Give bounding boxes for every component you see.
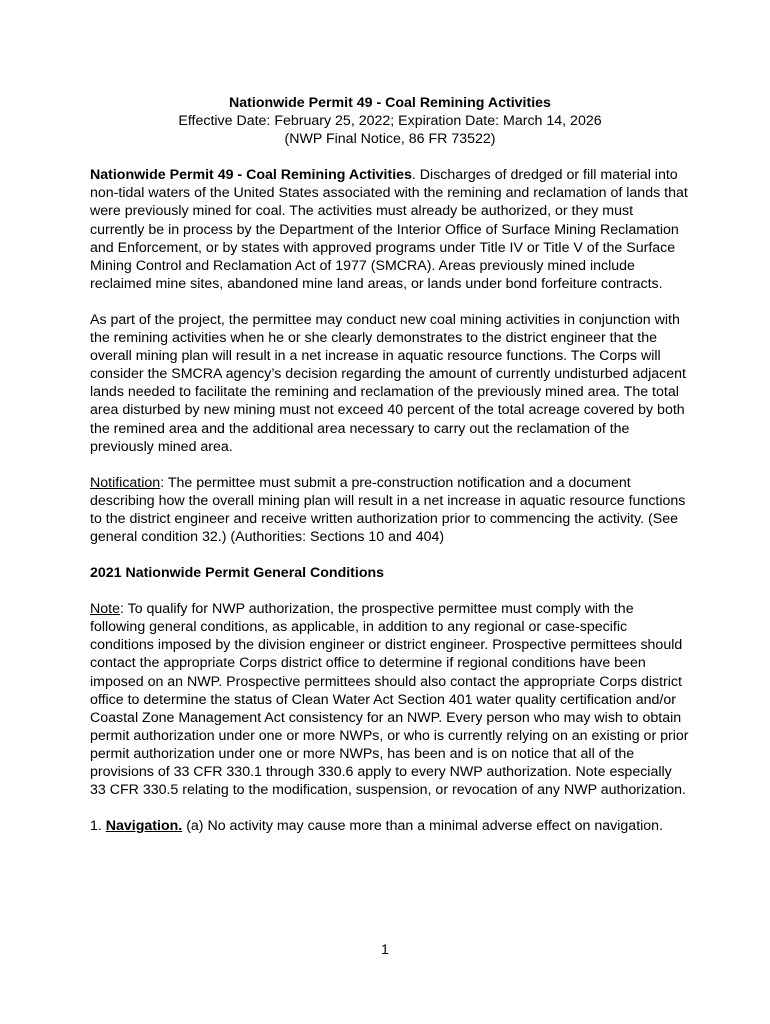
notification-label: Notification xyxy=(90,474,161,491)
notification-text: : The permittee must submit a pre-construction notification and a document describing how the overall mining plan will result in a net increase in aquatic resource functions to the district engineer and receive written authorization prior to commencing the activity. (See general condition 32.) (Authorities: Sections 10 and 404) xyxy=(90,474,686,545)
effective-dates: Effective Date: February 25, 2022; Expiration Date: March 14, 2026 xyxy=(178,113,602,130)
intro-paragraph xyxy=(90,166,690,293)
intro-text: . Discharges of dredged or fill material into non-tidal waters of the United States associated with the remining and reclamation of lands that were previously mined for coal. The activities must already be authorized, or they must currently be in process by the Department of the Interior Office of Surface Mining Reclamation and Enforcement, or by states with approved programs under Title IV or Title V of the Surface Mining Control and Reclamation Act of 1977 (SMCRA). Areas previously mined include reclaimed mine sites, abandoned mine land areas, or lands under bond forfeiture contracts. xyxy=(90,167,688,292)
project-paragraph: As part of the project, the permittee may conduct new coal mining activities in conjunction with the remining activities when he or she clearly demonstrates to the district engineer that the overall mining plan will result in a net increase in aquatic resource functions. The Corps will consider the SMCRA agency’s decision regarding the amount of currently undisturbed adjacent lands needed to facilitate the remining and reclamation of the previously mined area. The total area disturbed by new mining must not exceed 40 percent of the total acreage covered by both the remined area and the additional area necessary to carry out the reclamation of the previously mined area. xyxy=(90,311,686,455)
note-label: Note xyxy=(90,601,120,618)
intro-bold-lead: Nationwide Permit 49 - Coal Remining Activities xyxy=(90,167,412,184)
general-conditions-heading: 2021 Nationwide Permit General Conditions xyxy=(90,565,385,582)
notification-paragraph xyxy=(90,474,690,546)
document-body xyxy=(90,94,690,853)
navigation-paragraph xyxy=(90,817,690,835)
page-number: 1 xyxy=(381,942,389,958)
note-paragraph xyxy=(90,600,690,799)
navigation-label: Navigation. xyxy=(105,818,183,835)
document-header xyxy=(90,94,690,148)
final-notice-reference: (NWP Final Notice, 86 FR 73522) xyxy=(284,131,496,148)
permit-title: Nationwide Permit 49 - Coal Remining Activities xyxy=(229,95,551,111)
navigation-number: 1. xyxy=(90,818,106,835)
navigation-text: (a) No activity may cause more than a minimal adverse effect on navigation. xyxy=(182,818,664,835)
note-text: : To qualify for NWP authorization, the prospective permittee must comply with the following general conditions, as applicable, in addition to any regional or case-specific conditions imposed by the division engineer or district engineer. Prospective permittees should contact the appropriate Corps district office to determine if regional conditions have been imposed on an NWP. Prospective permittees should also contact the appropriate Corps district office to determine the status of Clean Water Act Section 401 water quality certification and/or Coastal Zone Management Act consistency for an NWP. Every person who may wish to obtain permit authorization under one or more NWPs, or who is currently relying on an existing or prior permit authorization under one or more NWPs, has been and is on notice that all of the provisions of 33 CFR 330.1 through 330.6 apply to every NWP authorization. Note especially 33 CFR 330.5 relating to the modification, suspension, or revocation of any NWP authorization. xyxy=(90,601,689,799)
